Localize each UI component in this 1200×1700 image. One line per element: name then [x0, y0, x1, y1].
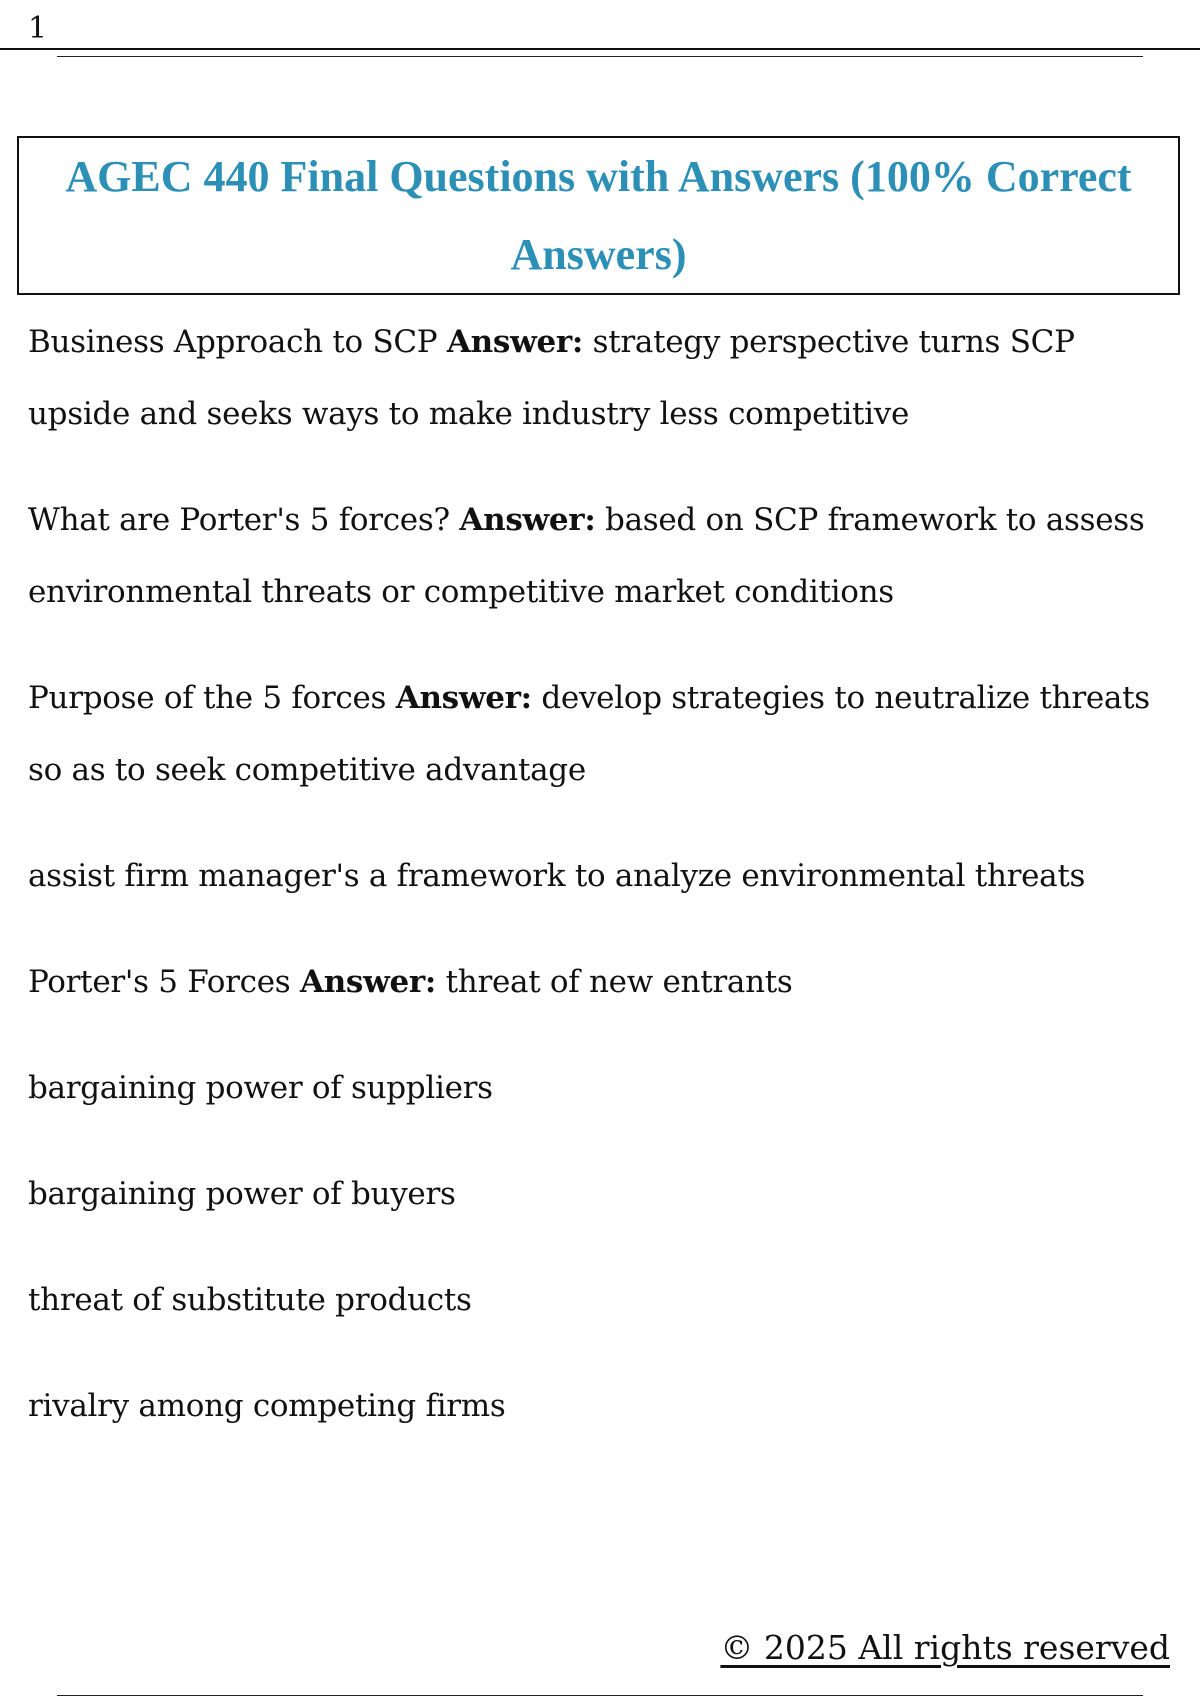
answer-text: develop strategies to neutralize threats so as to seek competitive advantage [28, 680, 1150, 788]
answer-label: Answer: [459, 502, 596, 538]
answer-label: Answer: [299, 964, 437, 1000]
header-rule [0, 48, 1200, 50]
header-rule-secondary [57, 56, 1143, 57]
force-list-item: bargaining power of buyers [28, 1176, 456, 1212]
copyright-notice: © 2025 All rights reserved [720, 1628, 1170, 1667]
answer-continuation-line: assist firm manager's a framework to analyze environmental threats [28, 858, 1086, 894]
qa-item-porters-forces-question [28, 484, 1178, 628]
qa-item-porters-5-forces [28, 946, 1178, 1018]
question-text: Business Approach to SCP [28, 324, 447, 360]
answer-label: Answer: [446, 324, 584, 360]
question-text: What are Porter's 5 forces? [28, 502, 460, 538]
answer-label: Answer: [395, 680, 532, 716]
answer-text: based on SCP framework to assess environmental threats or competitive market conditions [28, 502, 1145, 610]
answer-text: strategy perspective turns SCP upside and seeks ways to make industry less competitive [28, 324, 1075, 432]
title-box [17, 136, 1180, 295]
qa-item-purpose-of-forces [28, 662, 1178, 806]
answer-text: threat of new entrants [436, 964, 793, 1000]
force-list-item: bargaining power of suppliers [28, 1070, 493, 1106]
document-title: AGEC 440 Final Questions with Answers (100% Correct Answers) [65, 151, 1132, 279]
footer-rule [57, 1695, 1143, 1696]
force-list-item: threat of substitute products [28, 1282, 472, 1318]
question-text: Porter's 5 Forces [28, 964, 300, 1000]
page-number: 1 [28, 11, 48, 46]
document-body [28, 306, 1178, 1476]
question-text: Purpose of the 5 forces [28, 680, 396, 716]
force-list-item: rivalry among competing firms [28, 1388, 506, 1424]
qa-item-business-approach [28, 306, 1178, 450]
